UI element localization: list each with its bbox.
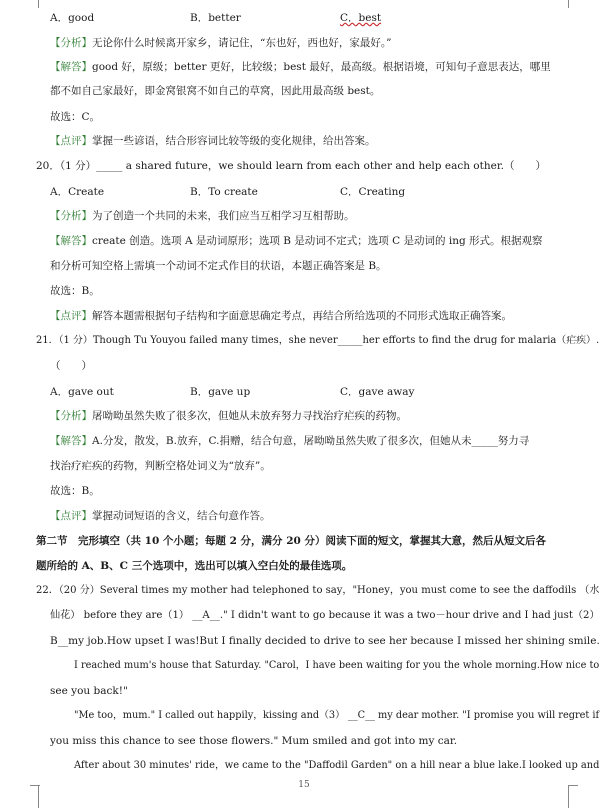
- q19-option-a: A．good: [50, 12, 95, 24]
- q19-option-b: B．better: [190, 12, 241, 24]
- q20-answer: 故选：B。: [50, 285, 100, 297]
- q21-option-a: A．gave out: [50, 386, 114, 398]
- q21-solution-line1: 【解答】A.分发，散发，B.放弃，C.捐赠，结合句意，屠呦呦虽然失败了很多次，但她从未_____努力寻: [50, 435, 530, 447]
- q20-option-c: C．Creating: [340, 186, 406, 198]
- section-heading-line2: 题所给的 A、B、C 三个选项中，选出可以填入空白处的最佳选项。: [36, 560, 353, 572]
- page-number: 15: [298, 780, 310, 790]
- q21-option-b: B．gave up: [190, 386, 251, 398]
- q20-analysis: 【分析】为了创造一个共同的未来，我们应当互相学习互相帮助。: [50, 210, 355, 222]
- q19-answer: 故选：C。: [50, 111, 101, 123]
- q20-option-a: A．Create: [50, 186, 105, 198]
- q21-option-c: C．gave away: [340, 386, 415, 398]
- q22-line8: After about 30 minutes' ride，we came to the "Daffodil Garden" on a hill near a blue lake.I looked up and: [74, 760, 600, 771]
- q19-solution-line1: 【解答】good 好，原级；better 更好，比较级；best 最好，最高级。根据语境，可知句子意思表达，哪里: [50, 61, 551, 73]
- q21-answer: 故选：B。: [50, 485, 100, 497]
- q21-analysis: 【分析】屠呦呦虽然失败了很多次，但她从未放弃努力寻找治疗疟疾的药物。: [50, 410, 407, 422]
- q22-line7: you miss this chance to see those flowers." Mum smiled and got into my car.: [50, 735, 458, 747]
- q19-option-c: C．best: [340, 12, 382, 24]
- q21-stem: 21．（1 分）Though Tu Youyou failed many times，she never_____her efforts to find the drug for malaria（疟疾）.: [36, 335, 600, 346]
- q22-line4: I reached mum's house that Saturday. "Carol，I have been waiting for you the whole morning.How nice to: [74, 660, 600, 671]
- q22-line3: B__my job.How upset I was!But I finally decided to drive to see her because I missed her shining smile.: [50, 635, 600, 647]
- q20-comment: 【点评】解答本题需根据句子结构和字面意思确定考点，再结合所给选项的不同形式选取正确答案。: [50, 310, 512, 322]
- q20-stem: 20．（1 分）_____ a shared future，we should learn from each other and help each other.（ ）: [36, 160, 547, 172]
- q19-comment: 【点评】掌握一些谚语，结合形容词比较等级的变化规律，给出答案。: [50, 135, 376, 147]
- q22-line5: see you back!": [50, 685, 128, 697]
- q19-analysis: 【分析】无论你什么时候离开家乡，请记住，“东也好，西也好，家最好。”: [50, 37, 392, 49]
- q22-line1: 22．（20 分）Several times my mother had telephoned to say，"Honey，you must come to see the daffodils （水: [36, 585, 600, 596]
- q21-comment: 【点评】掌握动词短语的含义，结合句意作答。: [50, 510, 271, 522]
- q19-solution-line2: 都不如自己家最好，即金窝银窝不如自己的草窝，因此用最高级 best。: [50, 85, 381, 97]
- crop-mark-top-left: [38, 0, 39, 8]
- q21-solution-line2: 找治疗疟疾的药物，判断空格处词义为“放弃”。: [50, 460, 271, 472]
- q21-paren: （ ）: [50, 360, 92, 372]
- q20-solution-line1: 【解答】create 创造。选项 A 是动词原形；选项 B 是动词不定式；选项 C 是动词的 ing 形式。根据观察: [50, 235, 543, 247]
- q20-solution-line2: 和分析可知空格上需填一个动词不定式作目的状语，本题正确答案是 B。: [50, 260, 387, 272]
- q22-line6: "Me too，mum." I called out happily，kissing and（3） __C__ my dear mother. "I promise you will regret if: [74, 710, 600, 721]
- crop-mark-top-right: [568, 0, 569, 8]
- q22-line2: 仙花） before they are（1） __A__." I didn't want to go because it was a two－hour drive and I had just（2）: [50, 610, 600, 621]
- section-heading-line1: 第二节 完形填空（共 10 个小题；每题 2 分，满分 20 分）阅读下面的短文，掌握其大意，然后从短文后各: [36, 535, 546, 547]
- q20-option-b: B．To create: [190, 186, 258, 198]
